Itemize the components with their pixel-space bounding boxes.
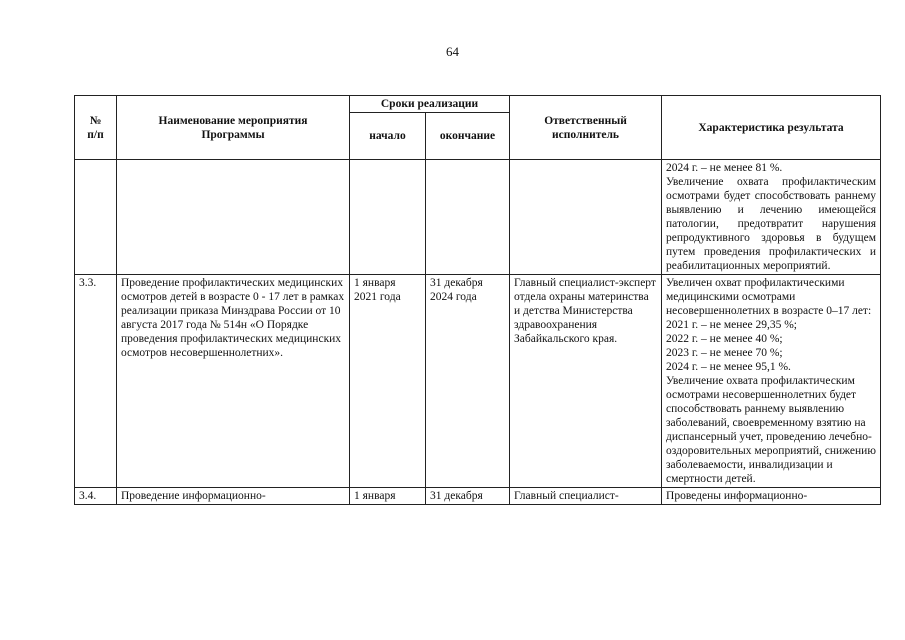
cell-end (426, 160, 510, 275)
header-responsible: Ответственный исполнитель (510, 96, 662, 160)
cell-result: Проведены информационно- (662, 488, 881, 505)
cell-name: Проведение информационно- (117, 488, 350, 505)
page-number: 64 (446, 44, 459, 59)
cell-num: 3.3. (75, 275, 117, 488)
cell-end: 31 декабря 2024 года (426, 275, 510, 488)
cell-num (75, 160, 117, 275)
cell-end: 31 декабря (426, 488, 510, 505)
header-end: окончание (426, 113, 510, 160)
cell-result: 2024 г. – не менее 81 %. Увеличение охвата профилактическим осмотрами будет способствовать раннему выявлению и лечению имеющейся патологии, предотвратит нарушения репродуктивного здоровья в будущем путем проведения профилактических и реабилитационных мероприятий. (662, 160, 881, 275)
cell-start (350, 160, 426, 275)
header-name: Наименование мероприятия Программы (117, 96, 350, 160)
table-row (75, 275, 881, 488)
table-row (75, 488, 881, 505)
header-result: Характеристика результата (662, 96, 881, 160)
header-terms: Сроки реализации (350, 96, 510, 113)
header-start: начало (350, 113, 426, 160)
cell-start: 1 января 2021 года (350, 275, 426, 488)
cell-num: 3.4. (75, 488, 117, 505)
cell-responsible: Главный специалист-эксперт отдела охраны материнства и детства Министерства здравоохранения Забайкальского края. (510, 275, 662, 488)
cell-responsible: Главный специалист- (510, 488, 662, 505)
cell-name (117, 160, 350, 275)
cell-result: Увеличен охват профилактическими медицинскими осмотрами несовершеннолетних в возрасте 0–17 лет: 2021 г. – не менее 29,35 %; 2022 г. – не менее 40 %; 2023 г. – не менее 70 %; 2024 г. – не менее 95,1 %. Увеличение охвата профилактическим осмотрами несовершеннолетних будет способствовать раннему выявлению заболеваний, своевременному взятию на диспансерный учет, проведению лечебно-оздоровительных мероприятий, снижению заболеваемости, инвалидизации и смертности детей. (662, 275, 881, 488)
header-num: № п/п (75, 96, 117, 160)
program-table (74, 95, 881, 505)
table-row (75, 160, 881, 275)
cell-start: 1 января (350, 488, 426, 505)
cell-responsible (510, 160, 662, 275)
cell-name: Проведение профилактических медицинских осмотров детей в возрасте 0 - 17 лет в рамках реализации приказа Минздрава России от 10 августа 2017 года № 514н «О Порядке проведения профилактических медицинских осмотров несовершеннолетних». (117, 275, 350, 488)
